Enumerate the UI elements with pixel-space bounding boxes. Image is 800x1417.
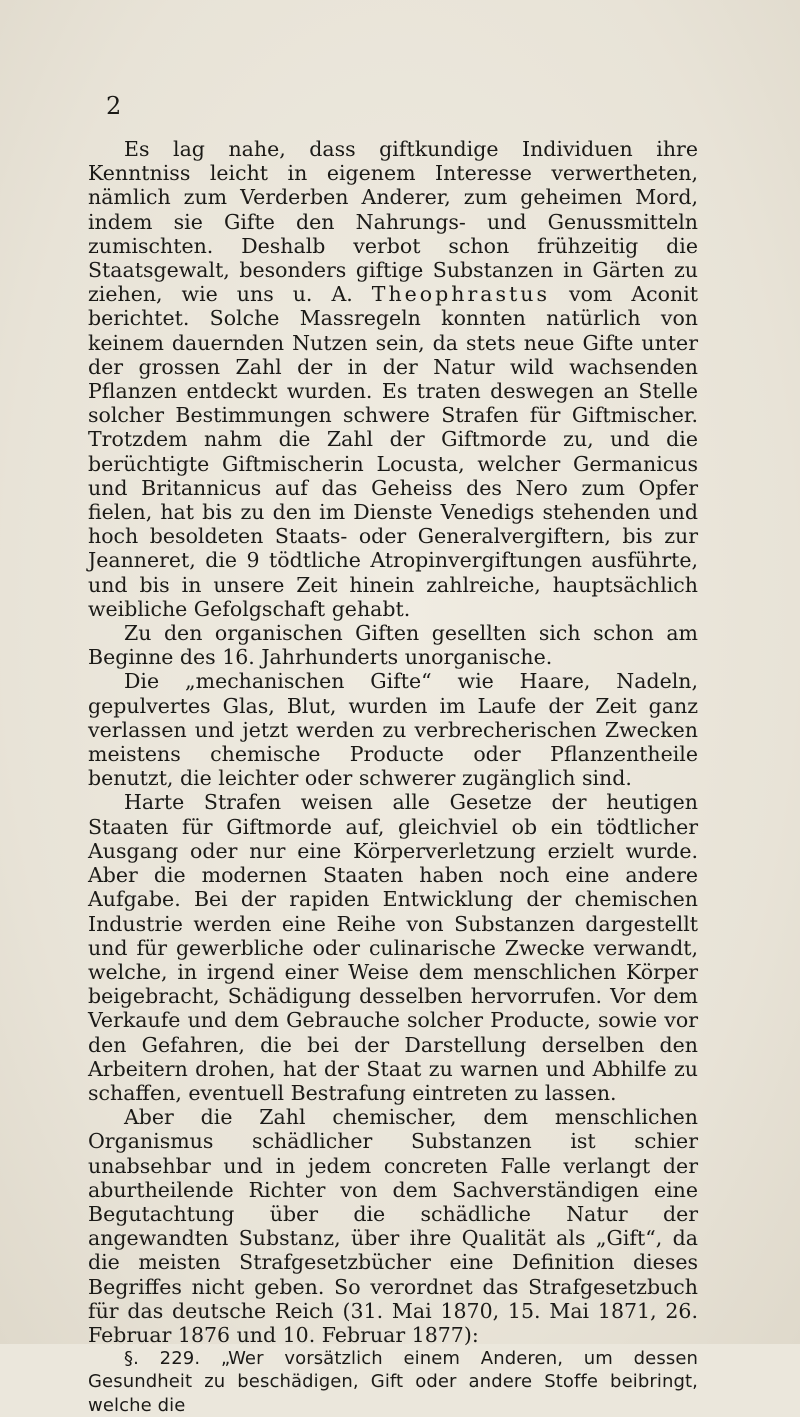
paragraph-4: Harte Strafen weisen alle Gesetze der heutigen Staaten für Giftmorde auf, gleichviel ob ein tödtlicher Ausgang oder nur eine Körperverletzung erzielt wurde. Aber die modernen Staaten haben noch eine andere Aufgabe. Bei der rapiden Entwicklung der chemischen Industrie werden eine Reihe von Substanzen dargestellt und für gewerbliche oder culinarische Zwecke verwandt, welche, in irgend einer Weise dem menschlichen Körper beigebracht, Schädigung desselben hervorrufen. Vor dem Verkaufe und dem Gebrauche solcher Producte, sowie vor den Gefahren, die bei der Darstellung derselben den Arbeitern drohen, hat der Staat zu warnen und Abhilfe zu schaffen, eventuell Bestrafung eintreten zu lassen.: [88, 790, 698, 1105]
paragraph-1: [88, 137, 698, 621]
paragraph-6-law-quote: §. 229. „Wer vorsätzlich einem Anderen, um dessen Gesundheit zu beschädigen, Gift oder andere Stoffe beibringt, welche die: [88, 1348, 698, 1416]
paragraph-5: Aber die Zahl chemischer, dem menschlichen Organismus schädlicher Substanzen ist schier unabsehbar und in jedem concreten Falle verlangt der aburtheilende Richter von dem Sachverständigen eine Begutachtung über die schädliche Natur der angewandten Substanz, über ihre Qualität als „Gift“, da die meisten Strafgesetzbücher eine Definition dieses Begriffes nicht geben. So verordnet das Strafgesetzbuch für das deutsche Reich (31. Mai 1870, 15. Mai 1871, 26. Februar 1876 und 10. Februar 1877):: [88, 1105, 698, 1347]
page-number: 2: [106, 92, 122, 120]
paragraph-1-text-end: vom Aconit berichtet. Solche Massregeln konnten natürlich von keinem dauernden Nutzen sein, da stets neue Gifte unter der grossen Zahl der in der Natur wild wachsenden Pflanzen entdeckt wurden. Es traten deswegen an Stelle solcher Bestimmungen schwere Strafen für Giftmischer. Trotzdem nahm die Zahl der Giftmorde zu, und die berüchtigte Giftmischerin Locusta, welcher Germanicus und Britannicus auf das Geheiss des Nero zum Opfer fielen, hat bis zu den im Dienste Venedigs stehenden und hoch besoldeten Staats- oder Generalvergiftern, bis zur Jeanneret, die 9 tödtliche Atropinvergiftungen ausführte, und bis in unsere Zeit hinein zahlreiche, hauptsächlich weibliche Gefolgschaft gehabt.: [88, 282, 698, 621]
paragraph-1-text-start: Es lag nahe, dass giftkundige Individuen ihre Kenntniss leicht in eigenem Interesse verwertheten, nämlich zum Verderben Anderer, zum geheimen Mord, indem sie Gifte den Nahrungs- und Genussmitteln zumischten. Deshalb verbot schon frühzeitig die Staatsgewalt, besonders giftige Substanzen in Gärten zu ziehen, wie uns u. A.: [88, 137, 698, 307]
body-text: [88, 137, 698, 1417]
paragraph-2: Zu den organischen Giften gesellten sich schon am Beginne des 16. Jahrhunderts unorganische.: [88, 621, 698, 670]
author-name-theophrastus: Theophrastus: [371, 282, 550, 307]
paragraph-3: Die „mechanischen Gifte“ wie Haare, Nadeln, gepulvertes Glas, Blut, wurden im Laufe der Zeit ganz verlassen und jetzt werden zu verbrecherischen Zwecken meistens chemische Producte oder Pflanzentheile benutzt, die leichter oder schwerer zugänglich sind.: [88, 669, 698, 791]
